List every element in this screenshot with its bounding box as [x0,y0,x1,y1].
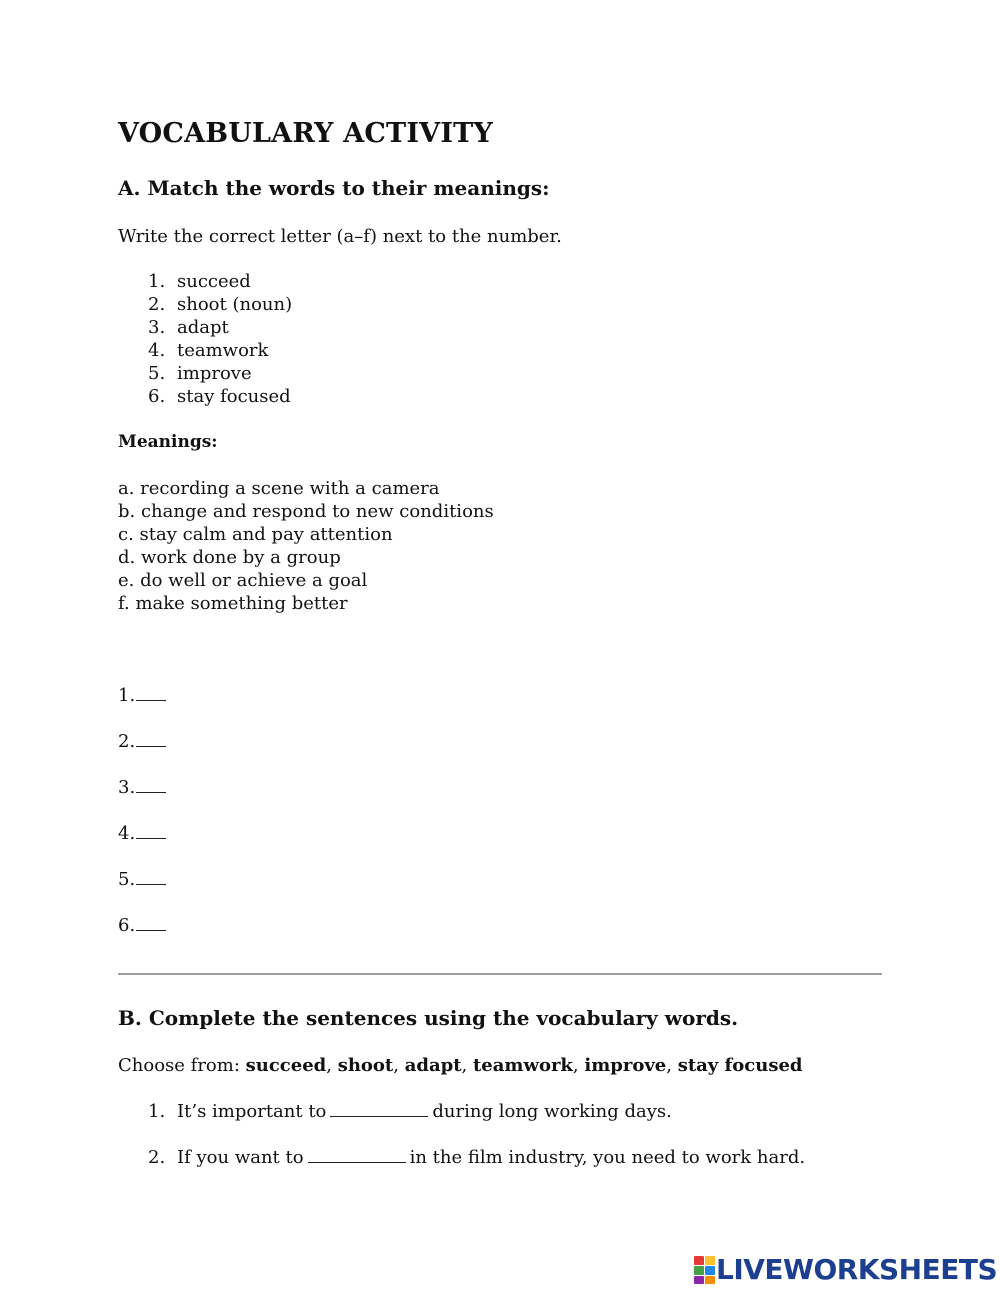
word: teamwork [177,340,269,361]
item-number: 1. [148,1101,166,1122]
choice-word: succeed [245,1055,327,1076]
answer-number: 2. [118,731,136,752]
choose-from-line [118,1054,803,1077]
meaning-item: b. change and respond to new conditions [118,501,494,522]
item-number: 4. [148,340,166,361]
answer-blank[interactable] [136,822,166,839]
answer-row [118,684,166,730]
answer-blank[interactable] [136,684,166,701]
section-b-heading: B. Complete the sentences using the vocabulary words. [118,1006,739,1030]
list-item [118,270,292,293]
sentence-item [118,1146,805,1169]
choose-from-label: Choose from: [118,1055,246,1076]
choice-word: adapt [404,1055,462,1076]
meaning-item: c. stay calm and pay attention [118,524,393,545]
page-title: VOCABULARY ACTIVITY [118,118,493,149]
separator: , [666,1055,678,1076]
fill-blank[interactable] [308,1146,406,1163]
separator: , [326,1055,338,1076]
sentence-after: in the film industry, you need to work hard. [409,1147,806,1168]
list-item [118,293,292,316]
sentence-before: It’s important to [177,1101,327,1122]
list-item [118,339,292,362]
item-number: 2. [148,1147,166,1168]
answer-blank[interactable] [136,868,166,885]
choice-word: shoot [337,1055,394,1076]
answer-row [118,914,166,960]
choice-word: improve [584,1055,667,1076]
item-number: 3. [148,317,166,338]
separator: , [461,1055,473,1076]
section-divider [118,973,882,975]
answer-number: 4. [118,823,136,844]
choice-word: stay focused [677,1055,803,1076]
answer-number: 3. [118,777,136,798]
item-number: 6. [148,386,166,407]
sentence-item [118,1100,805,1123]
answer-row [118,822,166,868]
word: improve [177,363,252,384]
section-a-instruction: Write the correct letter (a–f) next to the number. [118,226,562,247]
answer-row [118,776,166,822]
meanings-list [118,477,494,615]
separator: , [572,1055,585,1076]
word: shoot (noun) [177,294,293,315]
logo-block [705,1276,715,1284]
meaning-item: d. work done by a group [118,547,341,568]
logo-block [705,1266,715,1275]
answer-blank[interactable] [136,914,166,931]
list-item [118,385,292,408]
list-item [118,362,292,385]
logo-icon [694,1256,714,1282]
answer-blank[interactable] [136,730,166,747]
answer-row [118,730,166,776]
separator: , [393,1055,405,1076]
answer-list [118,684,166,960]
item-number: 5. [148,363,166,384]
answer-number: 1. [118,685,136,706]
logo-text: LIVEWORKSHEETS [716,1252,998,1286]
answer-row [118,868,166,914]
liveworksheets-logo [694,1254,997,1284]
word: succeed [177,271,251,292]
answer-number: 6. [118,915,136,936]
logo-block [694,1266,704,1275]
meaning-item: a. recording a scene with a camera [118,478,440,499]
sentence-before: If you want to [177,1147,304,1168]
fill-blank[interactable] [330,1100,428,1117]
logo-block [694,1256,704,1265]
choice-word: teamwork [472,1055,573,1076]
section-a-heading: A. Match the words to their meanings: [118,176,550,200]
item-number: 2. [148,294,166,315]
meanings-heading: Meanings: [118,432,218,452]
word: stay focused [177,386,291,407]
sentence-after: during long working days. [432,1101,672,1122]
list-item [118,316,292,339]
meaning-item: f. make something better [118,593,348,614]
word: adapt [177,317,229,338]
meaning-item: e. do well or achieve a goal [118,570,368,591]
item-number: 1. [148,271,166,292]
sentence-list [118,1100,805,1192]
logo-block [705,1256,715,1265]
logo-block [694,1276,704,1284]
answer-blank[interactable] [136,776,166,793]
word-list [118,270,292,408]
answer-number: 5. [118,869,136,890]
